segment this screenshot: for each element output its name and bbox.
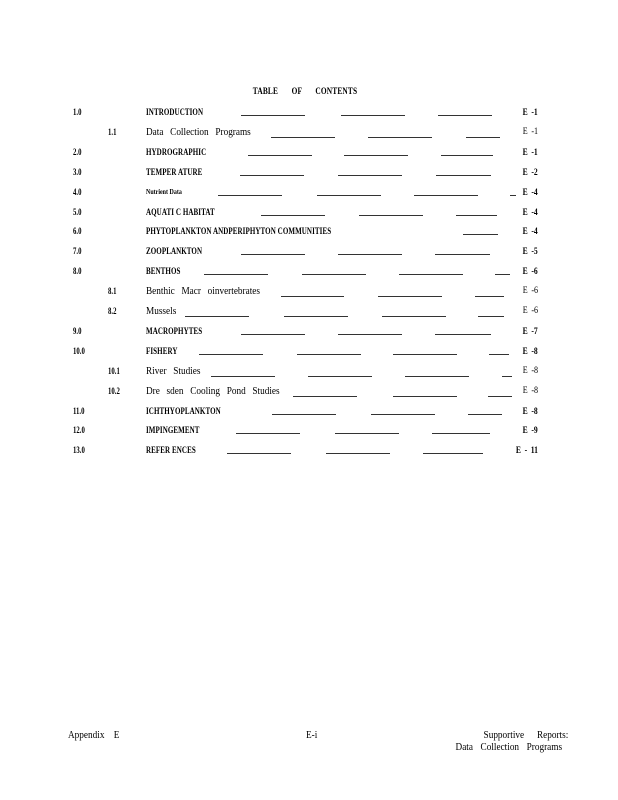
toc-leader-line xyxy=(466,137,500,138)
toc-entry-number: 11.0 xyxy=(73,406,85,416)
toc-entry-number: 10.2 xyxy=(108,386,120,396)
footer-page-number: E-i xyxy=(306,730,318,741)
toc-entry-page: E -4 xyxy=(522,226,538,236)
toc-leader-line xyxy=(326,453,390,454)
toc-leader-line xyxy=(261,215,325,216)
toc-entry xyxy=(0,406,618,422)
footer-appendix: Appendix E xyxy=(68,730,120,741)
toc-leader-line xyxy=(393,354,457,355)
toc-leader-line xyxy=(335,433,399,434)
toc-leader-line xyxy=(204,274,268,275)
toc-entry-number: 9.0 xyxy=(73,326,82,336)
toc-leader-line xyxy=(241,254,305,255)
toc-leader-line xyxy=(302,274,366,275)
toc-leader-line xyxy=(281,296,344,297)
toc-leader-line xyxy=(435,254,490,255)
toc-leader-line xyxy=(510,195,516,196)
toc-entry-label: IMPINGEMENT xyxy=(146,425,200,435)
toc-leader-line xyxy=(399,274,463,275)
toc-leader-line xyxy=(236,433,300,434)
toc-entry-label: Data Collection Programs xyxy=(146,127,251,138)
toc-entry-label: ZOOPLANKTON xyxy=(146,246,203,256)
toc-leader-line xyxy=(284,316,348,317)
toc-leader-line xyxy=(241,115,305,116)
toc-entry-number: 8.1 xyxy=(108,286,117,296)
footer-report-subtitle: Data Collection Programs xyxy=(455,742,562,753)
toc-leader-line xyxy=(371,414,435,415)
toc-title: TABLE OF CONTENTS xyxy=(252,86,358,96)
toc-entry-label: Benthic Macr oinvertebrates xyxy=(146,286,261,297)
toc-entry xyxy=(0,346,618,362)
toc-leader-line xyxy=(271,137,335,138)
toc-entry-page: E -8 xyxy=(522,406,538,416)
toc-entry-label: PHYTOPLANKTON ANDPERIPHYTON COMMUNITIES xyxy=(146,226,332,236)
toc-entry-number: 4.0 xyxy=(73,187,82,197)
toc-entry xyxy=(0,386,618,402)
toc-leader-line xyxy=(405,376,469,377)
toc-entry-page: E -8 xyxy=(522,386,538,396)
toc-leader-line xyxy=(368,137,432,138)
toc-leader-line xyxy=(338,334,402,335)
toc-entry-number: 6.0 xyxy=(73,226,82,236)
toc-entry-label: MACROPHYTES xyxy=(146,326,203,336)
toc-leader-line xyxy=(248,155,312,156)
toc-entry-page: E -8 xyxy=(522,346,538,356)
toc-entry-number: 13.0 xyxy=(73,445,85,455)
toc-leader-line xyxy=(475,296,504,297)
toc-leader-line xyxy=(317,195,381,196)
toc-entry xyxy=(0,266,618,282)
toc-entry-label: Mussels xyxy=(146,306,177,317)
toc-entry-label: Dre sden Cooling Pond Studies xyxy=(146,386,280,397)
toc-entry xyxy=(0,425,618,441)
toc-leader-line xyxy=(218,195,282,196)
toc-leader-line xyxy=(436,175,491,176)
toc-leader-line xyxy=(338,254,402,255)
toc-entry xyxy=(0,445,618,461)
toc-entry xyxy=(0,306,618,322)
toc-leader-line xyxy=(382,316,446,317)
toc-leader-line xyxy=(441,155,493,156)
toc-leader-line xyxy=(478,316,504,317)
toc-leader-line xyxy=(432,433,490,434)
toc-entry-number: 8.2 xyxy=(108,306,117,316)
toc-entry-page: E -6 xyxy=(522,306,538,316)
toc-leader-line xyxy=(241,334,305,335)
toc-entry-label: AQUATI C HABITAT xyxy=(146,207,215,217)
toc-leader-line xyxy=(468,414,502,415)
toc-entry-number: 1.0 xyxy=(73,107,82,117)
toc-leader-line xyxy=(344,155,408,156)
footer-report-title: Supportive Reports: xyxy=(483,730,568,741)
toc-entry-page: E -6 xyxy=(522,266,538,276)
toc-leader-line xyxy=(338,175,402,176)
toc-leader-line xyxy=(488,396,512,397)
toc-leader-line xyxy=(211,376,275,377)
toc-leader-line xyxy=(423,453,483,454)
toc-entry-number: 10.0 xyxy=(73,346,85,356)
toc-leader-line xyxy=(456,215,497,216)
toc-leader-line xyxy=(227,453,291,454)
toc-entry-page: E -5 xyxy=(522,246,538,256)
toc-entry-number: 2.0 xyxy=(73,147,82,157)
toc-entry xyxy=(0,107,618,123)
toc-leader-line xyxy=(438,115,492,116)
toc-entry xyxy=(0,207,618,223)
toc-entry-label: ICHTHYOPLANKTON xyxy=(146,406,221,416)
toc-leader-line xyxy=(308,376,372,377)
toc-entry-label: HYDROGRAPHIC xyxy=(146,147,207,157)
toc-entry-page: E - 11 xyxy=(515,445,538,455)
toc-entry-label: Nutrient Data xyxy=(146,187,182,196)
toc-entry-label: FISHERY xyxy=(146,346,178,356)
toc-entry-number: 10.1 xyxy=(108,366,120,376)
toc-entry-page: E -8 xyxy=(522,366,538,376)
toc-entry xyxy=(0,187,618,203)
toc-leader-line xyxy=(463,234,498,235)
toc-entry xyxy=(0,167,618,183)
toc-entry-number: 1.1 xyxy=(108,127,117,137)
toc-leader-line xyxy=(435,334,491,335)
toc-leader-line xyxy=(393,396,457,397)
toc-entry-number: 7.0 xyxy=(73,246,82,256)
toc-entry-page: E -2 xyxy=(522,167,538,177)
toc-leader-line xyxy=(293,396,357,397)
toc-entry-number: 5.0 xyxy=(73,207,82,217)
toc-entry-label: INTRODUCTION xyxy=(146,107,204,117)
toc-entry-number: 12.0 xyxy=(73,425,85,435)
toc-entry-page: E -1 xyxy=(522,127,538,137)
toc-entry-page: E -4 xyxy=(522,207,538,217)
toc-entry xyxy=(0,127,618,143)
toc-leader-line xyxy=(378,296,442,297)
toc-entry-page: E -4 xyxy=(522,187,538,197)
toc-leader-line xyxy=(502,376,512,377)
toc-entry xyxy=(0,226,618,242)
toc-leader-line xyxy=(359,215,423,216)
toc-entry xyxy=(0,326,618,342)
toc-leader-line xyxy=(240,175,304,176)
toc-entry xyxy=(0,246,618,262)
toc-entry-page: E -9 xyxy=(522,425,538,435)
toc-entry-page: E -7 xyxy=(522,326,538,336)
toc-entry-label: River Studies xyxy=(146,366,201,377)
toc-leader-line xyxy=(341,115,405,116)
toc-entry-page: E -1 xyxy=(522,107,538,117)
toc-entry-number: 8.0 xyxy=(73,266,82,276)
toc-leader-line xyxy=(199,354,263,355)
toc-leader-line xyxy=(414,195,478,196)
toc-entry xyxy=(0,147,618,163)
toc-entry-page: E -6 xyxy=(522,286,538,296)
toc-entry-label: REFER ENCES xyxy=(146,445,196,455)
toc-entry xyxy=(0,366,618,382)
toc-leader-line xyxy=(185,316,249,317)
toc-entry-label: BENTHOS xyxy=(146,266,181,276)
toc-leader-line xyxy=(297,354,361,355)
toc-leader-line xyxy=(489,354,509,355)
toc-leader-line xyxy=(272,414,336,415)
toc-entry-number: 3.0 xyxy=(73,167,82,177)
toc-entry-page: E -1 xyxy=(522,147,538,157)
toc-entry xyxy=(0,286,618,302)
toc-leader-line xyxy=(495,274,510,275)
toc-entry-label: TEMPER ATURE xyxy=(146,167,203,177)
